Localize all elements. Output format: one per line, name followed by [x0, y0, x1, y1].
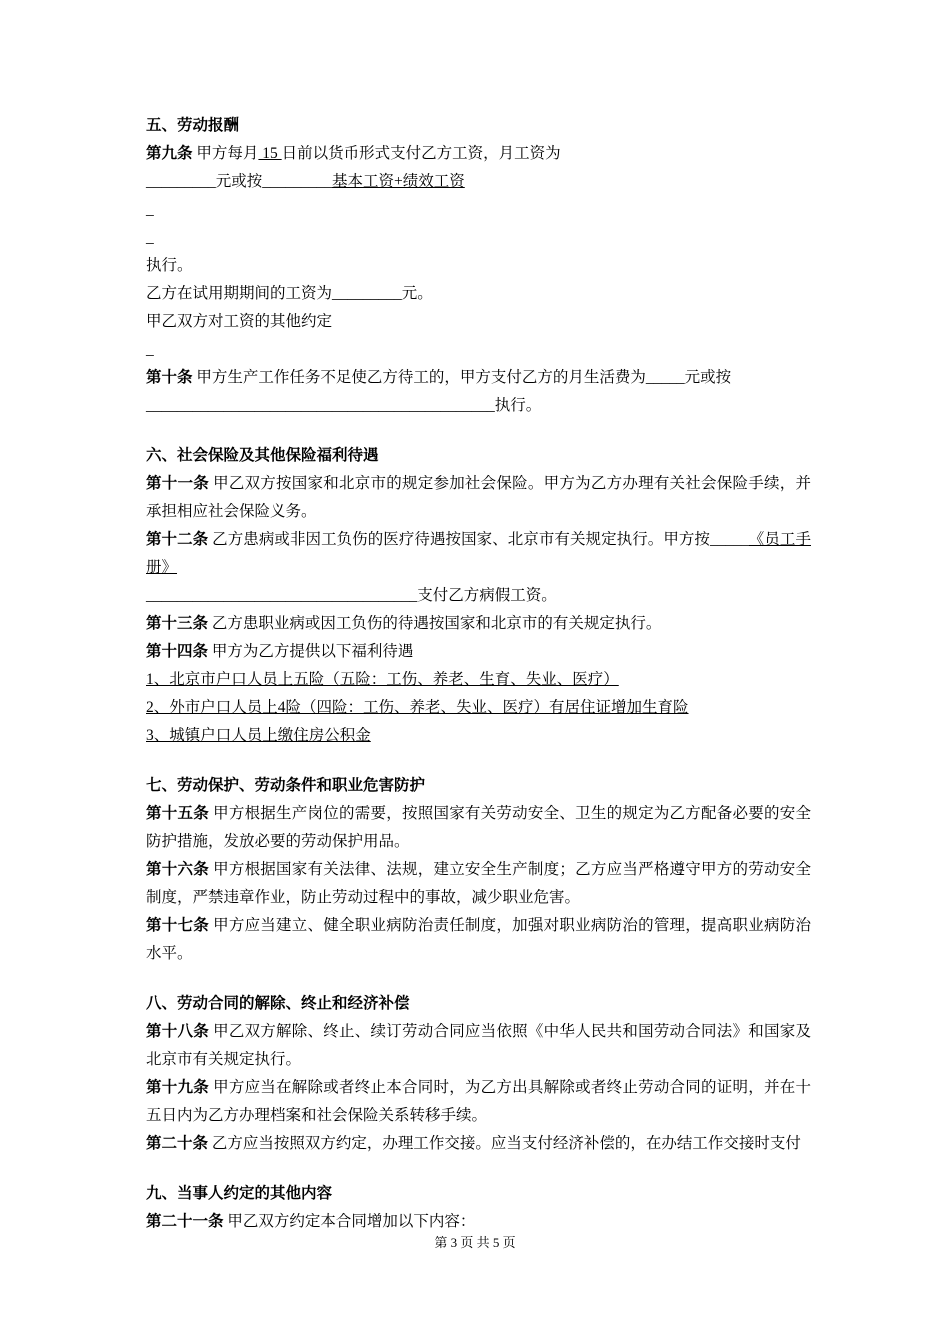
- paragraph: [146, 196, 811, 224]
- text-run: 乙方患职业病或因工负伤的待遇按国家和北京市的有关规定执行。: [208, 615, 662, 632]
- text-run: 基本工资+绩效工资: [332, 173, 465, 190]
- paragraph: [146, 308, 811, 336]
- text-run: 乙方应当按照双方约定，办理工作交接。应当支付经济补偿的，在办结工作交接时支付: [208, 1135, 801, 1152]
- text-run: _____________________________________________: [146, 397, 495, 414]
- text-run: _: [146, 201, 154, 218]
- text-run: 第二十条: [146, 1135, 209, 1152]
- paragraph: [146, 638, 811, 666]
- paragraph: [146, 168, 811, 196]
- paragraph: [146, 252, 811, 280]
- text-run: 执行。: [146, 257, 193, 274]
- page-footer: [0, 1234, 950, 1252]
- text-run: 七、劳动保护、劳动条件和职业危害防护: [146, 777, 426, 794]
- paragraph: [146, 280, 811, 308]
- paragraph: [146, 336, 811, 364]
- paragraph: [146, 526, 811, 582]
- text-run: 甲方每月: [192, 145, 259, 162]
- text-run: 甲方根据生产岗位的需要，按照国家有关劳动安全、卫生的规定为乙方配备必要的安全防护措施，发放必要的劳动保护用品。: [146, 805, 811, 850]
- text-run: _: [146, 229, 154, 246]
- text-run: 第十七条: [146, 917, 209, 934]
- text-run: 第十三条: [146, 615, 209, 632]
- text-run: _____: [710, 531, 749, 548]
- text-run: _________: [262, 173, 333, 190]
- section-heading: [146, 772, 811, 800]
- text-run: 第十条: [146, 369, 193, 386]
- section-heading: [146, 1180, 811, 1208]
- section-heading: [146, 990, 811, 1018]
- paragraph: [146, 694, 811, 722]
- text-run: 第九条: [146, 145, 193, 162]
- paragraph: [146, 856, 811, 912]
- document-body: [146, 112, 811, 1236]
- text-run: 《员工手册》: [146, 531, 811, 576]
- paragraph: [146, 912, 811, 968]
- text-run: 甲乙双方约定本合同增加以下内容：: [223, 1213, 476, 1230]
- text-run: 第十九条: [146, 1079, 209, 1096]
- text-run: 第十二条: [146, 531, 209, 548]
- text-run: 甲方应当在解除或者终止本合同时，为乙方出具解除或者终止劳动合同的证明，并在十五日内为乙方办理档案和社会保险关系转移手续。: [146, 1079, 811, 1124]
- section-heading: [146, 442, 811, 470]
- paragraph: [146, 1018, 811, 1074]
- text-run: 第十六条: [146, 861, 209, 878]
- paragraph: [146, 140, 811, 168]
- text-run: 甲方根据国家有关法律、法规，建立安全生产制度；乙方应当严格遵守甲方的劳动安全制度，严禁违章作业，防止劳动过程中的事故，减少职业危害。: [146, 861, 811, 906]
- paragraph: [146, 392, 811, 420]
- text-run: 执行。: [494, 397, 542, 414]
- text-run: 甲方为乙方提供以下福利待遇: [208, 643, 414, 660]
- text-run: 甲方应当建立、健全职业病防治责任制度，加强对职业病防治的管理，提高职业病防治水平。: [146, 917, 811, 962]
- text-run: 乙方患病或非因工负伤的医疗待遇按国家、北京市有关规定执行。甲方按: [208, 531, 710, 548]
- paragraph: [146, 1074, 811, 1130]
- text-run: 甲乙双方按国家和北京市的规定参加社会保险。甲方为乙方办理有关社会保险手续，并承担相应社会保险义务。: [146, 475, 811, 520]
- text-run: 1、北京市户口人员上五险（五险：工伤、养老、生育、失业、医疗）: [146, 671, 619, 688]
- text-run: 五、劳动报酬: [146, 117, 240, 134]
- text-run: 甲乙双方解除、终止、续订劳动合同应当依照《中华人民共和国劳动合同法》和国家及北京市有关规定执行。: [146, 1023, 811, 1068]
- paragraph: [146, 1208, 811, 1236]
- text-run: 第十八条: [146, 1023, 209, 1040]
- paragraph: [146, 1130, 811, 1158]
- paragraph: [146, 364, 811, 392]
- text-run: 支付乙方病假工资。: [417, 587, 557, 604]
- text-run: 第十四条: [146, 643, 209, 660]
- text-run: 八、劳动合同的解除、终止和经济补偿: [146, 995, 410, 1012]
- text-run: 甲方生产工作任务不足使乙方待工的，甲方支付乙方的月生活费为: [192, 369, 646, 386]
- text-run: 元。: [401, 285, 433, 302]
- text-run: 15: [258, 145, 282, 162]
- text-run: 甲乙双方对工资的其他约定: [146, 313, 333, 330]
- text-run: 2、外市户口人员上4险（四险：工伤、养老、失业、医疗）有居住证增加生育险: [146, 699, 689, 716]
- text-run: 第二十一条: [146, 1213, 224, 1230]
- paragraph: [146, 666, 811, 694]
- page-number-label: 第 3 页 共 5 页: [434, 1235, 516, 1250]
- paragraph: [146, 582, 811, 610]
- text-run: _________: [332, 285, 402, 302]
- text-run: ___________________________________: [146, 587, 418, 604]
- section-heading: [146, 112, 811, 140]
- text-run: _________: [146, 173, 216, 190]
- text-run: 第十五条: [146, 805, 209, 822]
- paragraph: [146, 470, 811, 526]
- text-run: 九、当事人约定的其他内容: [146, 1185, 333, 1202]
- paragraph: [146, 722, 811, 750]
- text-run: 第十一条: [146, 475, 209, 492]
- text-run: 日前以货币形式支付乙方工资，月工资为: [281, 145, 561, 162]
- text-run: 元或按: [684, 369, 732, 386]
- text-run: 六、社会保险及其他保险福利待遇: [146, 447, 379, 464]
- text-run: 3、城镇户口人员上缴住房公积金: [146, 727, 371, 744]
- paragraph: [146, 224, 811, 252]
- paragraph: [146, 610, 811, 638]
- text-run: 元或按: [215, 173, 263, 190]
- text-run: _: [146, 341, 154, 358]
- paragraph: [146, 800, 811, 856]
- text-run: _____: [645, 369, 685, 386]
- text-run: 乙方在试用期期间的工资为: [146, 285, 333, 302]
